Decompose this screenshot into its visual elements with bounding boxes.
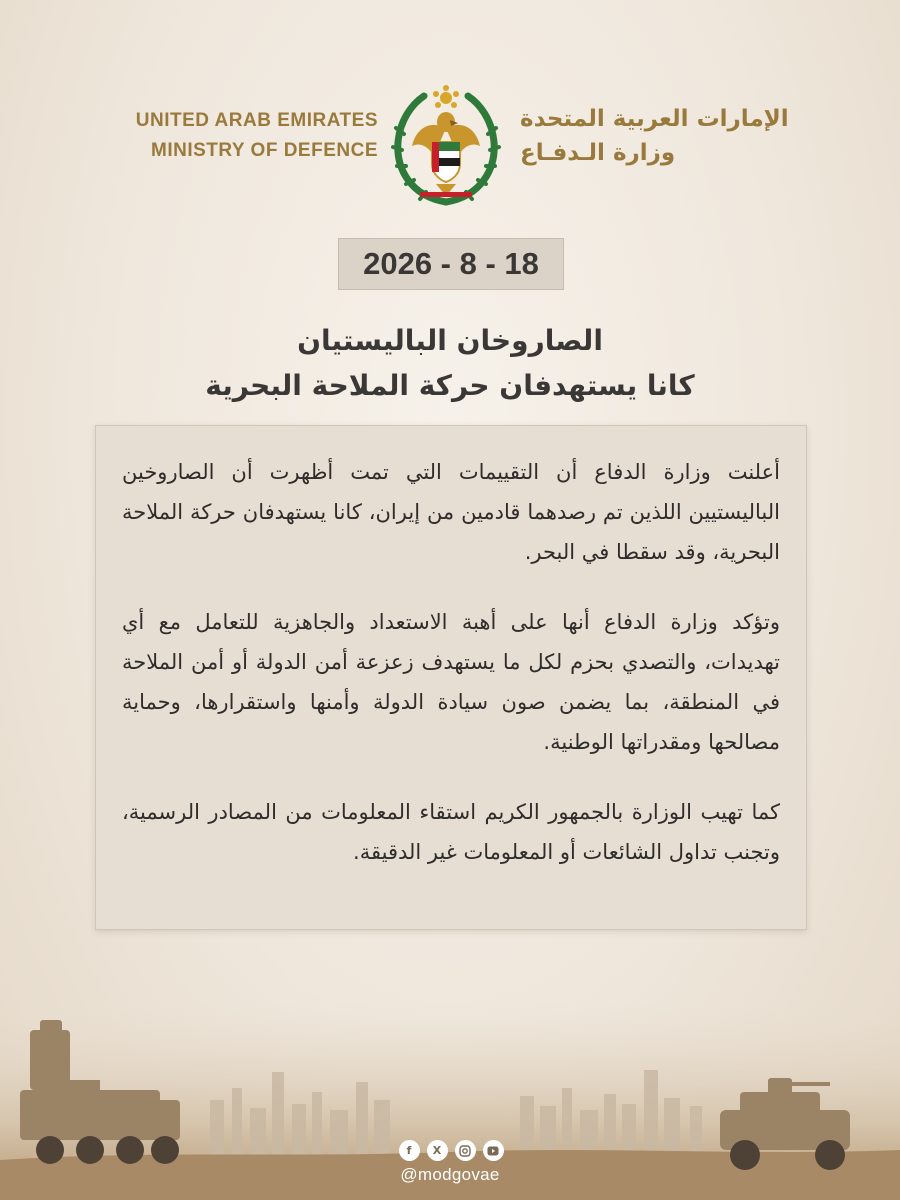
uae-falcon-emblem-icon	[390, 84, 502, 206]
english-country-name: UNITED ARAB EMIRATES	[135, 110, 378, 131]
facebook-icon[interactable]: f	[399, 1140, 420, 1161]
social-handle[interactable]: @modgovae	[400, 1165, 500, 1184]
social-links	[393, 1140, 509, 1162]
statement-box	[95, 425, 807, 930]
statement-paragraph-1: أعلنت وزارة الدفاع أن التقييمات التي تمت أظهرت أن الصاروخين الباليستيين اللذين تم رصدهما قادمين من إيران، كانا يستهدفان حركة الملاحة البحرية، وقد سقطا في البحر.	[122, 460, 780, 564]
english-ministry-title: MINISTRY OF DEFENCE	[151, 140, 378, 161]
x-icon[interactable]: X	[427, 1140, 448, 1161]
ministry-header	[0, 80, 900, 210]
arabic-country-name: الإمارات العربية المتحدة	[520, 106, 789, 132]
english-ministry-name	[136, 106, 378, 166]
youtube-icon[interactable]	[483, 1140, 504, 1161]
instagram-glyph-icon	[459, 1145, 471, 1157]
headline	[100, 318, 800, 408]
statement-paragraph-3: كما تهيب الوزارة بالجمهور الكريم استقاء المعلومات من المصادر الرسمية، وتجنب تداول الشائعات أو المعلومات غير الدقيقة.	[122, 800, 780, 864]
arabic-ministry-title: وزارة الـدفـاع	[520, 140, 676, 166]
statement-paragraph-2: وتؤكد وزارة الدفاع أنها على أهبة الاستعداد والجاهزية للتعامل مع أي تهديدات، والتصدي بحزم لكل ما يستهدف زعزعة أمن الدولة أو أمن الملاحة في المنطقة، بما يضمن صون سيادة الدولة وأمنها واستقرارها، وحماية مصالحها ومقدراتها الوطنية.	[122, 610, 780, 754]
headline-line-1: الصاروخان الباليستيان	[297, 324, 603, 357]
headline-line-2: كانا يستهدفان حركة الملاحة البحرية	[205, 369, 695, 402]
youtube-glyph-icon	[487, 1146, 499, 1156]
date-badge	[338, 238, 564, 290]
instagram-icon[interactable]	[455, 1140, 476, 1161]
arabic-ministry-name	[520, 102, 789, 170]
date-text: 2026 - 8 - 18	[363, 246, 539, 281]
